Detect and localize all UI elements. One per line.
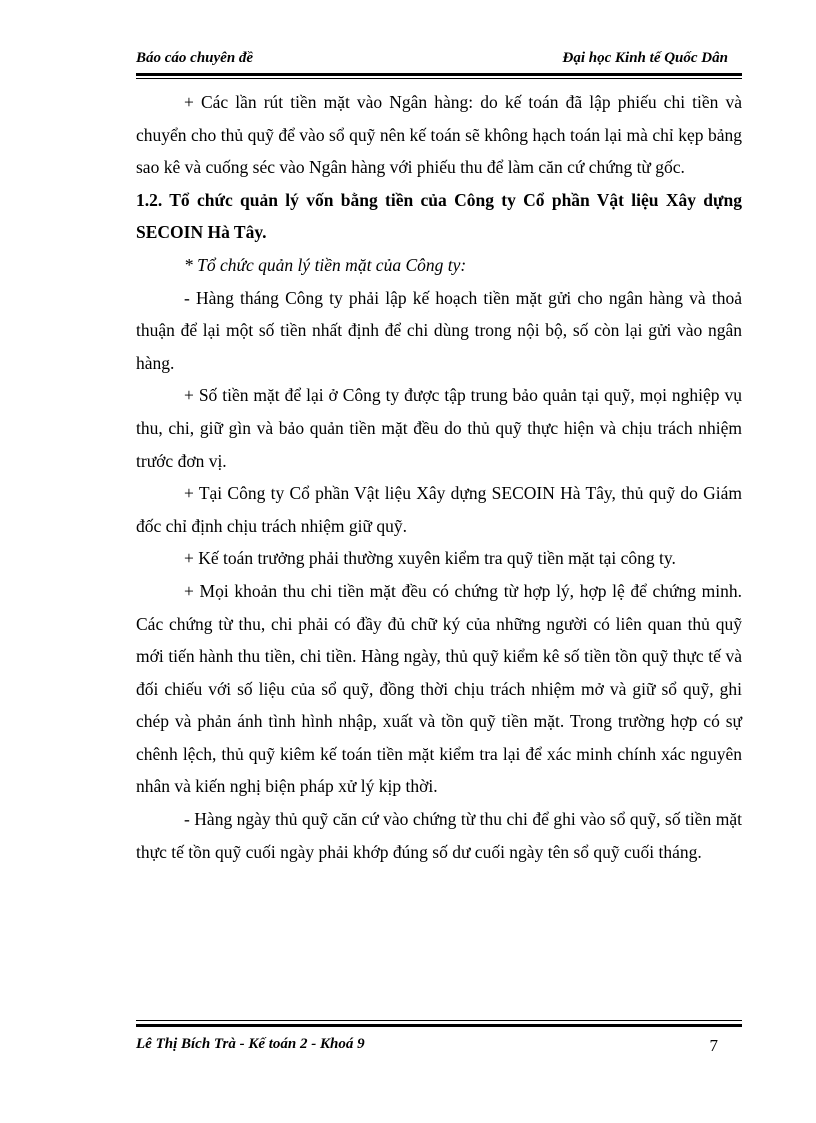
header-report-title: Báo cáo chuyên đề bbox=[136, 50, 254, 66]
paragraph-withdrawals: + Các lần rút tiền mặt vào Ngân hàng: do kế toán đã lập phiếu chi tiền và chuyển cho thủ quỹ để vào sổ quỹ nên kế toán sẽ không hạch toán lại mà chỉ kẹp bảng sao kê và cuống séc vào Ngân hàng với phiếu thu để làm căn cứ chứng từ gốc. bbox=[136, 92, 742, 178]
paragraph-chief-accountant: + Kế toán trưởng phải thường xuyên kiểm tra quỹ tiền mặt tại công ty. bbox=[184, 548, 676, 569]
footer-author: Lê Thị Bích Trà - Kế toán 2 - Khoá 9 bbox=[136, 1036, 365, 1052]
page-header bbox=[136, 50, 742, 70]
header-university: Đại học Kinh tế Quốc Dân bbox=[562, 50, 728, 66]
subheading-cash-management: * Tổ chức quản lý tiền mặt của Công ty: bbox=[184, 254, 467, 275]
paragraph-cashier-appointment: + Tại Công ty Cổ phần Vật liệu Xây dựng SECOIN Hà Tây, thủ quỹ do Giám đốc chỉ định chịu trách nhiệm giữ quỹ. bbox=[136, 483, 742, 536]
paragraph-daily-recording: - Hàng ngày thủ quỹ căn cứ vào chứng từ thu chi để ghi vào sổ quỹ, số tiền mặt thực tế tồn quỹ cuối ngày phải khớp đúng số dư cuối ngày tên sổ quỹ cuối tháng. bbox=[136, 809, 742, 862]
page-number: 7 bbox=[709, 1036, 718, 1055]
page-footer bbox=[136, 1036, 742, 1053]
footer-rule-thin bbox=[136, 1020, 742, 1021]
document-body bbox=[136, 86, 742, 868]
paragraph-receipts-payments: + Mọi khoản thu chi tiền mặt đều có chứng từ hợp lý, hợp lệ để chứng minh. Các chứng từ thu, chi phải có đầy đủ chữ ký của những người có liên quan thủ quỹ mới tiến hành thu tiền, chi tiền. Hàng ngày, thủ quỹ kiểm kê số tiền tồn quỹ thực tế và đối chiếu với số liệu của sổ quỹ, đồng thời chịu trách nhiệm mở và giữ sổ quỹ, ghi chép và phản ánh tình hình nhập, xuất và tồn quỹ tiền mặt. Trong trường hợp có sự chênh lệch, thủ quỹ kiêm kế toán tiền mặt kiểm tra lại để xác minh chính xác nguyên nhân và kiến nghị biện pháp xử lý kịp thời. bbox=[136, 580, 742, 797]
header-rule-thin bbox=[136, 78, 742, 79]
paragraph-cash-storage: + Số tiền mặt để lại ở Công ty được tập trung bảo quản tại quỹ, mọi nghiệp vụ thu, chi, giữ gìn và bảo quản tiền mặt đều do thủ quỹ thực hiện và chịu trách nhiệm trước đơn vị. bbox=[136, 385, 742, 471]
paragraph-monthly-plan: - Hàng tháng Công ty phải lập kế hoạch tiền mặt gửi cho ngân hàng và thoả thuận để lại một số tiền nhất định để chi dùng trong nội bộ, số còn lại gửi vào ngân hàng. bbox=[136, 287, 742, 373]
section-heading-1-2: 1.2. Tổ chức quản lý vốn bằng tiền của Công ty Cổ phần Vật liệu Xây dựng SECOIN Hà Tây. bbox=[136, 189, 742, 243]
footer-rule-thick bbox=[136, 1024, 742, 1027]
header-rule-thick bbox=[136, 73, 742, 76]
